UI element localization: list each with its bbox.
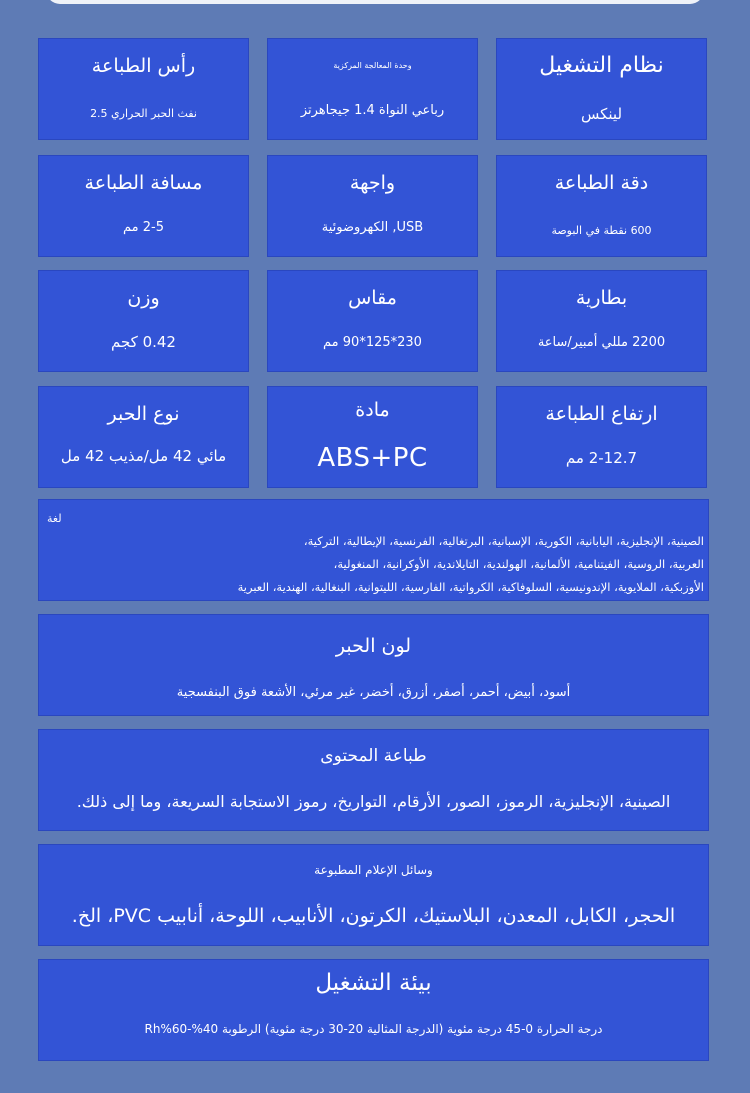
- language-line: العربية، الروسية، الفيتنامية، الألمانية، الهولندية، التايلاندية، الأوكرانية، المنغولية،: [333, 557, 704, 571]
- spec-card-size: [267, 270, 478, 372]
- spec-value: 2-12.7 مم: [565, 449, 638, 467]
- spec-value: 2200 مللي أمبير/ساعة: [537, 335, 666, 350]
- spec-card-weight: [38, 270, 249, 372]
- spec-card-interface: [267, 155, 478, 257]
- print-media-title: وسائل الإعلام المطبوعة: [314, 863, 433, 877]
- spec-value: USB, الكهروضوئية: [321, 220, 424, 235]
- spec-title: مقاس: [348, 287, 397, 309]
- language-line: الصينية، الإنجليزية، اليابانية، الكورية، الإسبانية، البرتغالية، الفرنسية، الإيطالية، التركية،: [303, 534, 704, 548]
- environment-card: [38, 959, 709, 1061]
- spec-value: 230*125*90 مم: [323, 335, 422, 350]
- top-bar-remnant: [46, 0, 704, 4]
- spec-title: واجهة: [349, 172, 396, 194]
- spec-card-material: [267, 386, 478, 488]
- language-line: الأوزبكية، الملايوية، الإندونيسية، السلوفاكية، الكرواتية، الفارسية، الليتوانية، البنغالية، الهندية، العبرية: [237, 580, 704, 594]
- spec-title: مادة: [355, 399, 390, 421]
- spec-title: نظام التشغيل: [539, 53, 664, 78]
- spec-value: 0.42 كجم: [111, 333, 176, 351]
- ink-color-card: [38, 614, 709, 716]
- spec-title: وحدة المعالجة المركزية: [333, 61, 412, 70]
- spec-value: لينكس: [580, 105, 623, 123]
- ink-color-value: أسود، أبيض، أحمر، أصفر، أزرق، أخضر، غير مرئي، الأشعة فوق البنفسجية: [176, 685, 571, 700]
- spec-title: نوع الحبر: [107, 403, 180, 425]
- spec-card-resolution: [496, 155, 707, 257]
- environment-value: درجة الحرارة 0-45 درجة مئوية (الدرجة المثالية 20-30 درجة مئوية) الرطوبة 40%-60%Rh: [144, 1022, 603, 1036]
- spec-title: مسافة الطباعة: [84, 172, 203, 194]
- spec-card-os: [496, 38, 707, 140]
- ink-color-title: لون الحبر: [335, 635, 412, 657]
- spec-value: 2-5 مم: [123, 220, 164, 235]
- spec-title: بطارية: [575, 287, 628, 309]
- print-content-card: [38, 729, 709, 831]
- spec-title: ارتفاع الطباعة: [545, 403, 658, 425]
- spec-card-ink-type: [38, 386, 249, 488]
- environment-title: بيئة التشغيل: [315, 970, 432, 996]
- spec-title: وزن: [127, 287, 160, 309]
- language-card: [38, 499, 709, 601]
- spec-card-cpu: [267, 38, 478, 140]
- print-content-title: طباعة المحتوى: [320, 746, 427, 766]
- spec-card-print-distance: [38, 155, 249, 257]
- spec-value: نفث الحبر الحراري 2.5: [90, 107, 197, 120]
- spec-title: دقة الطباعة: [554, 172, 649, 194]
- print-media-card: [38, 844, 709, 946]
- print-media-value: الحجر، الكابل، المعدن، البلاستيك، الكرتون، الأنابيب، اللوحة، أنابيب PVC، الخ.: [71, 905, 676, 927]
- language-title: لغة: [47, 512, 62, 525]
- spec-card-print-height: [496, 386, 707, 488]
- print-content-value: الصينية، الإنجليزية، الرموز، الصور، الأرقام، التواريخ، رموز الاستجابة السريعة، وما إلى ذلك.: [76, 792, 671, 811]
- spec-card-print-head: [38, 38, 249, 140]
- spec-title: رأس الطباعة: [91, 55, 196, 77]
- spec-value: رباعي النواة 1.4 جيجاهرتز: [300, 103, 445, 118]
- spec-value: ABS+PC: [317, 443, 428, 473]
- spec-value: مائي 42 مل/مذيب 42 مل: [60, 447, 227, 465]
- spec-card-battery: [496, 270, 707, 372]
- spec-value: 600 نقطة في البوصة: [551, 224, 652, 237]
